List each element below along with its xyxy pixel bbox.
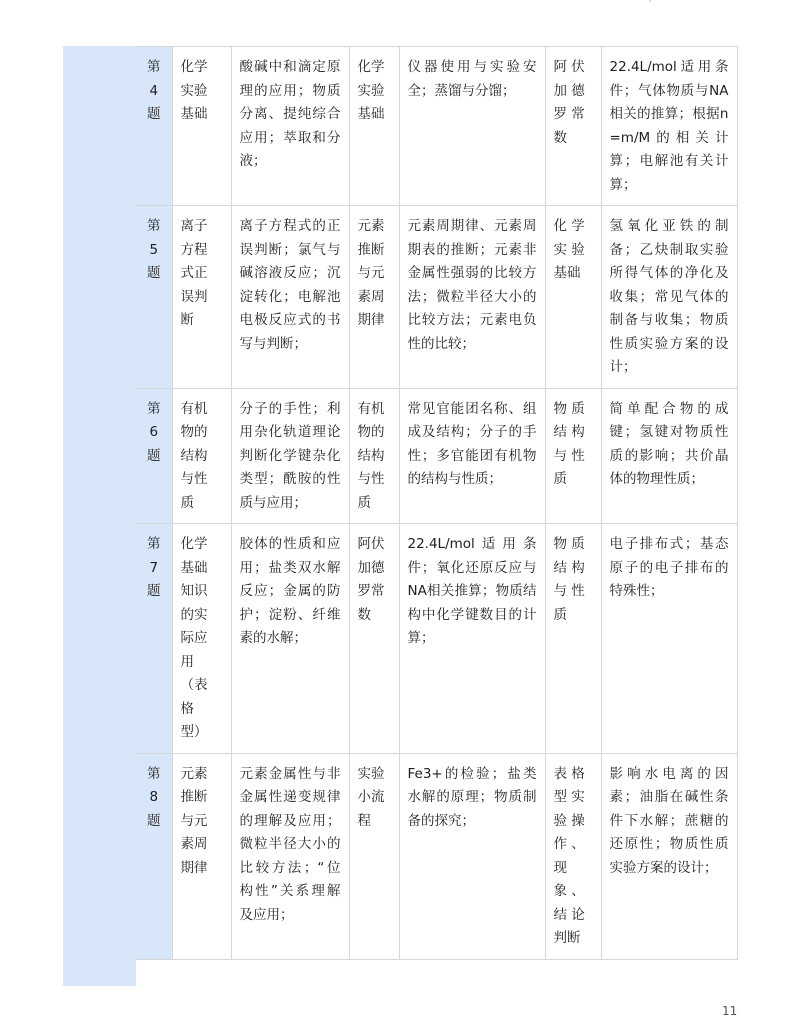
topic-cell: 化 学 实 验 基础 (545, 206, 601, 389)
detail-cell: 酸碱中和滴定原理的应用；物质分离、提纯综合应用；萃取和分液； (231, 47, 349, 206)
question-number: 第 5 题 (136, 206, 172, 389)
topic-cell: 化学 实验 基础 (349, 47, 399, 206)
topic-cell: 实验 小流 程 (349, 753, 399, 959)
topic-cell: 元素 推断 与元 素周 期律 (349, 206, 399, 389)
topic-cell: 离子 方程 式正 误判 断 (172, 206, 231, 389)
topic-cell: 表 格 型 实 验 操 作 、 现 象 、 结 论 判断 (545, 753, 601, 959)
topic-cell: 阿伏 加德 罗常 数 (349, 524, 399, 754)
table-row (136, 206, 737, 389)
table-row (136, 47, 737, 206)
question-number: 第 6 题 (136, 388, 172, 524)
detail-cell: 简单配合物的成键；氢键对物质性质的影响；共价晶体的物理性质； (601, 388, 737, 524)
detail-cell: 22.4L/mol适用条件；氧化还原反应与NA相关推算；物质结构中化学键数目的计算； (399, 524, 545, 754)
top-mark: · (648, 0, 652, 8)
detail-cell: 元素周期律、元素周期表的推断；元素非金属性强弱的比较方法；微粒半径大小的比较方法；元素电负性的比较； (399, 206, 545, 389)
page-number: 11 (722, 1004, 738, 1018)
question-number: 第 4 题 (136, 47, 172, 206)
detail-cell: 分子的手性；利用杂化轨道理论判断化学键杂化类型；酰胺的性质与应用； (231, 388, 349, 524)
topic-cell: 有机 物的 结构 与性 质 (349, 388, 399, 524)
topic-cell: 物 质 结 构 与 性 质 (545, 524, 601, 754)
table-row (136, 388, 737, 524)
detail-cell: 元素金属性与非金属性递变规律的理解及应用；微粒半径大小的比较方法；“位构性”关系理解及应用； (231, 753, 349, 959)
detail-cell: 仪器使用与实验安全；蒸馏与分馏； (399, 47, 545, 206)
topic-cell: 化学 基础 知识 的实 际应 用 （表 格 型） (172, 524, 231, 754)
detail-cell: 22.4L/mol适用条件；气体物质与NA相关的推算；根据n=m/M的相关计算；电解池有关计算； (601, 47, 737, 206)
detail-cell: 电子排布式；基态原子的电子排布的特殊性； (601, 524, 737, 754)
topic-table (136, 46, 738, 960)
detail-cell: 常见官能团名称、组成及结构；分子的手性；多官能团有机物的结构与性质； (399, 388, 545, 524)
topic-cell: 有机 物的 结构 与性 质 (172, 388, 231, 524)
topic-cell: 阿 伏 加 德 罗 常 数 (545, 47, 601, 206)
detail-cell: 胶体的性质和应用；盐类双水解反应；金属的防护；淀粉、纤维素的水解； (231, 524, 349, 754)
detail-cell: 氢氧化亚铁的制备；乙炔制取实验所得气体的净化及收集；常见气体的制备与收集；物质性质实验方案的设计； (601, 206, 737, 389)
detail-cell: Fe3+的检验；盐类水解的原理；物质制备的探究； (399, 753, 545, 959)
table-row (136, 753, 737, 959)
topic-cell: 元素 推断 与元 素周 期律 (172, 753, 231, 959)
detail-cell: 影响水电离的因素；油脂在碱性条件下水解；蔗糖的还原性；物质性质实验方案的设计； (601, 753, 737, 959)
topic-cell: 物 质 结 构 与 性 质 (545, 388, 601, 524)
question-number: 第 8 题 (136, 753, 172, 959)
topic-cell: 化学 实验 基础 (172, 47, 231, 206)
detail-cell: 离子方程式的正误判断；氯气与碱溶液反应；沉淀转化；电解池电极反应式的书写与判断； (231, 206, 349, 389)
question-number: 第 7 题 (136, 524, 172, 754)
side-band (63, 46, 136, 986)
table-row (136, 524, 737, 754)
